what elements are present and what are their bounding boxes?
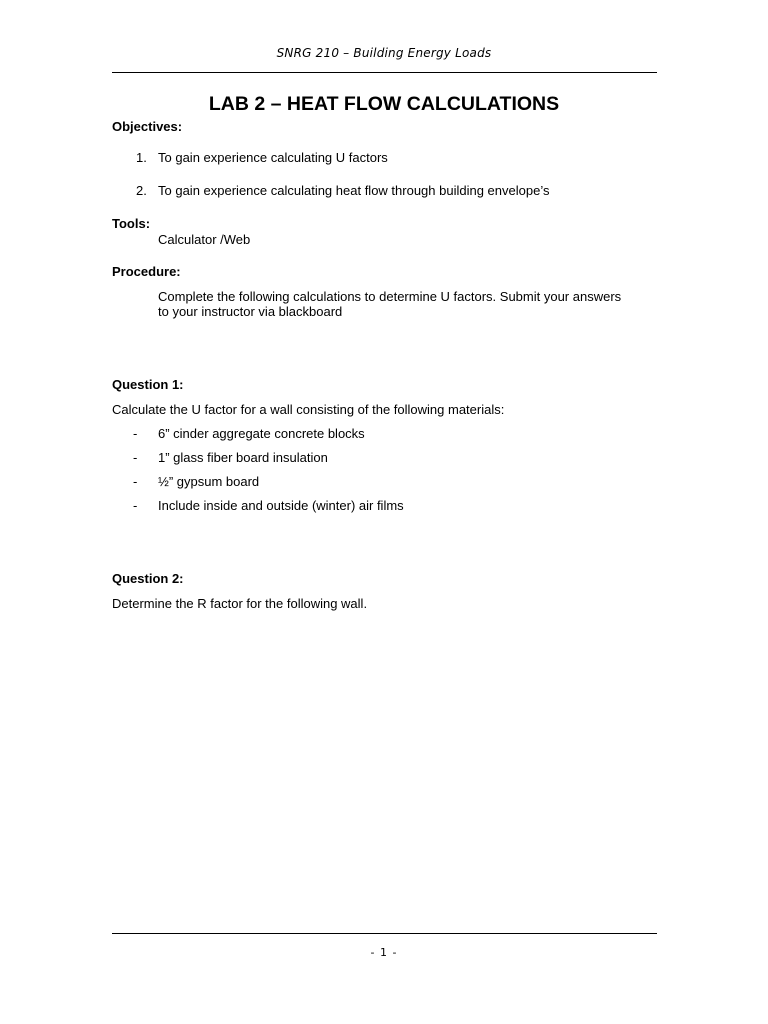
objective-number: 1. [136,150,147,165]
question-2-heading: Question 2: [112,571,184,586]
material-item: ½” gypsum board [158,474,260,489]
question-1-heading: Question 1: [112,377,184,392]
objective-number: 2. [136,183,147,198]
page-number: - 1 - [370,946,398,959]
material-item: 1” glass fiber board insulation [158,450,328,465]
page-title: LAB 2 – HEAT FLOW CALCULATIONS [208,93,560,115]
procedure-text-line-1: Complete the following calculations to determine U factors. Submit your answers [158,289,622,304]
header-divider [112,72,657,73]
procedure-text-line-2: to your instructor via blackboard [158,304,343,319]
tools-text: Calculator /Web [158,232,251,247]
procedure-heading: Procedure: [112,264,181,279]
objective-item: To gain experience calculating U factors [158,150,388,165]
footer-divider [112,933,657,934]
question-2-intro: Determine the R factor for the following wall. [112,596,368,611]
material-item: Include inside and outside (winter) air films [158,498,404,513]
list-bullet: - [133,450,138,465]
question-1-intro: Calculate the U factor for a wall consisting of the following materials: [112,402,505,417]
list-bullet: - [133,426,138,441]
running-header: SNRG 210 – Building Energy Loads [276,46,492,60]
objective-item: To gain experience calculating heat flow through building envelope’s [158,183,550,198]
tools-heading: Tools: [112,216,151,231]
list-bullet: - [133,498,138,513]
list-bullet: - [133,474,138,489]
material-item: 6” cinder aggregate concrete blocks [158,426,365,441]
objectives-heading: Objectives: [112,119,183,134]
